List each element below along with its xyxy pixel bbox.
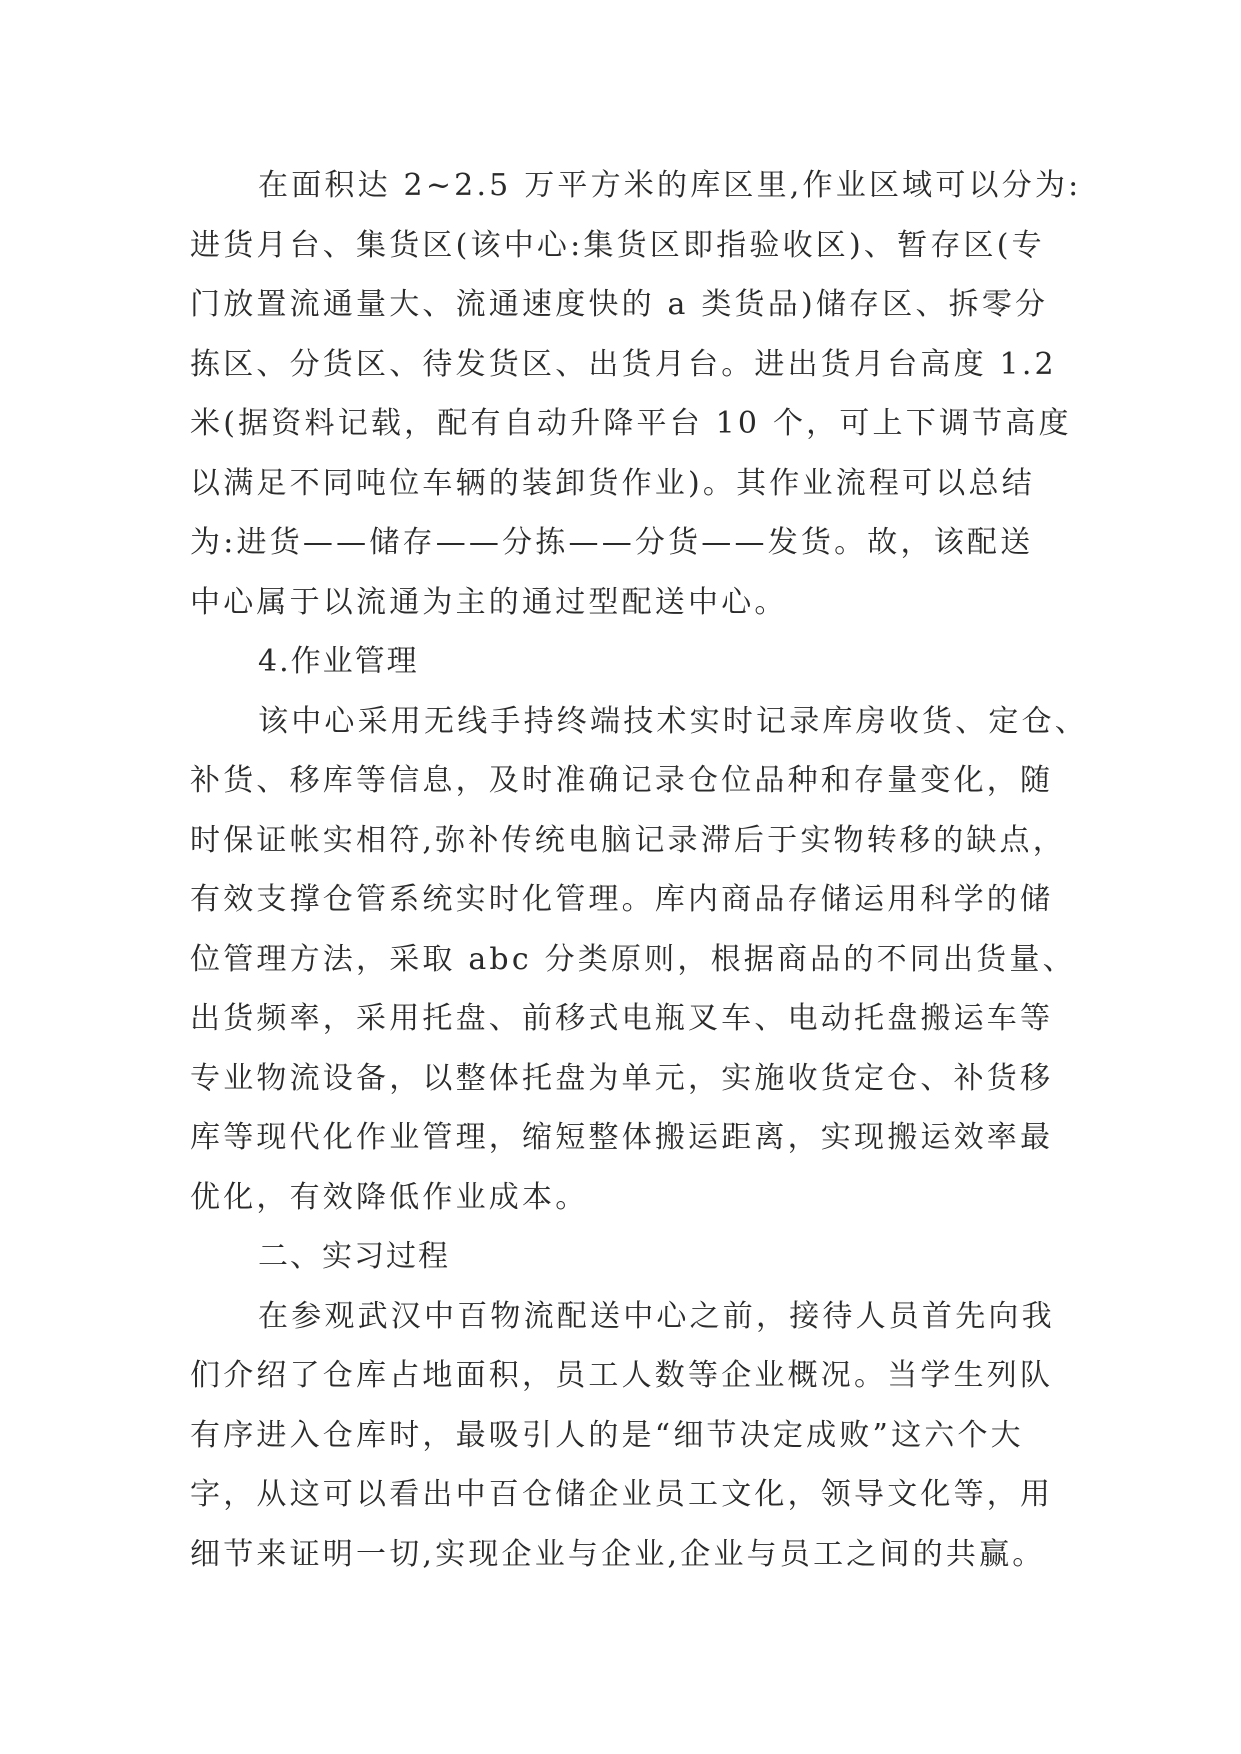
paragraph-line: 们介绍了仓库占地面积，员工人数等企业概况。当学生列队 [190,1358,1054,1393]
paragraph-line: 细节来证明一切,实现企业与企业,企业与员工之间的共赢。 [190,1536,1046,1572]
paragraph-line: 专业物流设备，以整体托盘为单元，实施收货定仓、补货移 [190,1060,1054,1096]
paragraph-line: 门放置流通量大、流通速度快的 a 类货品)储存区、拆零分 [190,287,1049,322]
paragraph-line: 补货、移库等信息，及时准确记录仓位品种和存量变化，随 [190,763,1054,798]
paragraph-line: 出货频率，采用托盘、前移式电瓶叉车、电动托盘搬运车等 [190,1001,1054,1036]
section-heading: 4.作业管理 [258,644,419,679]
paragraph-line: 进货月台、集货区(该中心:集货区即指验收区)、暂存区(专 [190,227,1045,263]
paragraph-line: 以满足不同吨位车辆的装卸货作业)。其作业流程可以总结 [190,465,1035,501]
section-heading: 二、实习过程 [258,1239,450,1274]
paragraph-line: 该中心采用无线手持终端技术实时记录库房收货、定仓、 [258,703,1088,739]
paragraph-line: 库等现代化作业管理，缩短整体搬运距离，实现搬运效率最 [190,1120,1054,1155]
paragraph-line: 时保证帐实相符,弥补传统电脑记录滞后于实物转移的缺点， [190,822,1066,858]
paragraph-line: 字，从这可以看出中百仓储企业员工文化，领导文化等，用 [190,1477,1054,1512]
paragraph-line: 拣区、分货区、待发货区、出货月台。进出货月台高度 1.2 [190,346,1057,382]
paragraph-line: 有效支撑仓管系统实时化管理。库内商品存储运用科学的储 [190,882,1054,917]
paragraph-line: 位管理方法，采取 abc 分类原则，根据商品的不同出货量、 [190,941,1076,977]
paragraph-line: 有序进入仓库时，最吸引人的是“细节决定成败”这六个大 [190,1417,1024,1453]
paragraph-line: 为:进货——储存——分拣——分货——发货。故，该配送 [190,525,1034,560]
paragraph-line: 米(据资料记载，配有自动升降平台 10 个，可上下调节高度 [190,406,1072,441]
paragraph-line: 中心属于以流通为主的通过型配送中心。 [190,584,788,620]
document-body [190,156,1088,1584]
paragraph-line: 在参观武汉中百物流配送中心之前，接待人员首先向我 [258,1298,1055,1334]
paragraph-line: 优化，有效降低作业成本。 [190,1179,589,1215]
paragraph-line: 在面积达 2~2.5 万平方米的库区里,作业区域可以分为: [258,168,1082,203]
